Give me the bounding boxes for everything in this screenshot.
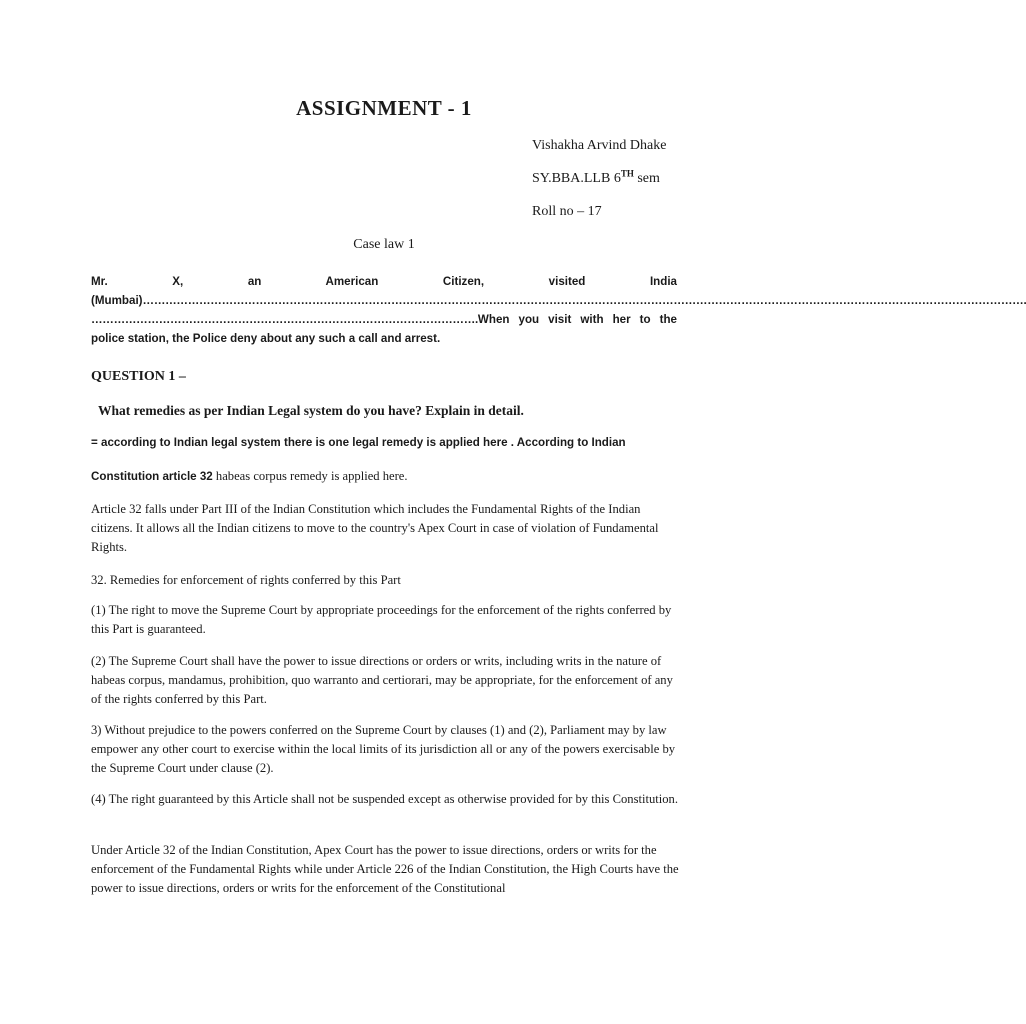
- author-class-suffix: sem: [633, 171, 660, 186]
- case-law-title: Case law 1: [353, 237, 415, 252]
- question1-text: What remedies as per Indian Legal system do you have? Explain in detail.: [98, 403, 524, 418]
- document-title: ASSIGNMENT - 1: [296, 96, 472, 120]
- author-class: [532, 170, 666, 203]
- intro-line2-text: When you visit with her to the police station, the Police deny about any such a call and arrest.: [91, 313, 677, 345]
- answer-line2: [91, 469, 408, 484]
- paragraph-clause-4: (4) The right guaranteed by this Article shall not be suspended except as otherwise provided for by this Constitution.: [91, 792, 679, 806]
- answer-line1: = according to Indian legal system there is one legal remedy is applied here . According to Indian: [91, 436, 626, 449]
- answer-line2-bold: Constitution article 32: [91, 470, 213, 483]
- answer-line2-rest: habeas corpus remedy is applied here.: [212, 469, 408, 483]
- question1-heading: QUESTION 1 –: [91, 369, 186, 384]
- intro-line2-dots: ………………………………………………………………………………………….: [91, 313, 478, 326]
- author-roll: Roll no – 17: [532, 204, 602, 219]
- paragraph-remedies-heading: 32. Remedies for enforcement of rights conferred by this Part: [91, 573, 401, 587]
- author-class-superscript: TH: [620, 168, 634, 179]
- paragraph-clause-2: (2) The Supreme Court shall have the power to issue directions or orders or writs, including writs in the nature of habeas corpus, mandamus, prohibition, quo warranto and certiorari, may be appropriate, for the enforcement of any of the rights conferred by this Part.: [91, 654, 673, 706]
- paragraph-clause-1: (1) The right to move the Supreme Court by appropriate proceedings for the enforcement of the rights conferred by this Part is guaranteed.: [91, 603, 672, 636]
- paragraph-article32-vs-226: Under Article 32 of the Indian Constitution, Apex Court has the power to issue directions, orders or writs for the enforcement of the Fundamental Rights while under Article 226 of the Indian Constitution, the High Courts have the power to issue directions, orders or writs for the enforcement of the Constitutional: [91, 843, 679, 895]
- case-intro: [91, 272, 1026, 348]
- author-class-prefix: SY.BBA.LLB 6: [532, 171, 621, 186]
- paragraph-clause-3: 3) Without prejudice to the powers conferred on the Supreme Court by clauses (1) and (2), Parliament may by law empower any other court to exercise within the local limits of its jurisdiction all or any of the powers exercisable by the Supreme Court under clause (2).: [91, 723, 676, 775]
- author-block: [532, 137, 666, 236]
- author-name: Vishakha Arvind Dhake: [532, 138, 667, 153]
- intro-line1-text: Mr. X, an American Citizen, visited India (Mumbai): [91, 275, 677, 307]
- intro-line1-dots: ……………………………………………………………………………………………………………………………………………………………………………………………………………….: [142, 294, 1026, 307]
- paragraph-article32-intro: Article 32 falls under Part III of the Indian Constitution which includes the Fundamental Rights of the Indian citizens. It allows all the Indian citizens to move to the country's Apex Court in case of violation of Fundamental Rights.: [91, 502, 659, 554]
